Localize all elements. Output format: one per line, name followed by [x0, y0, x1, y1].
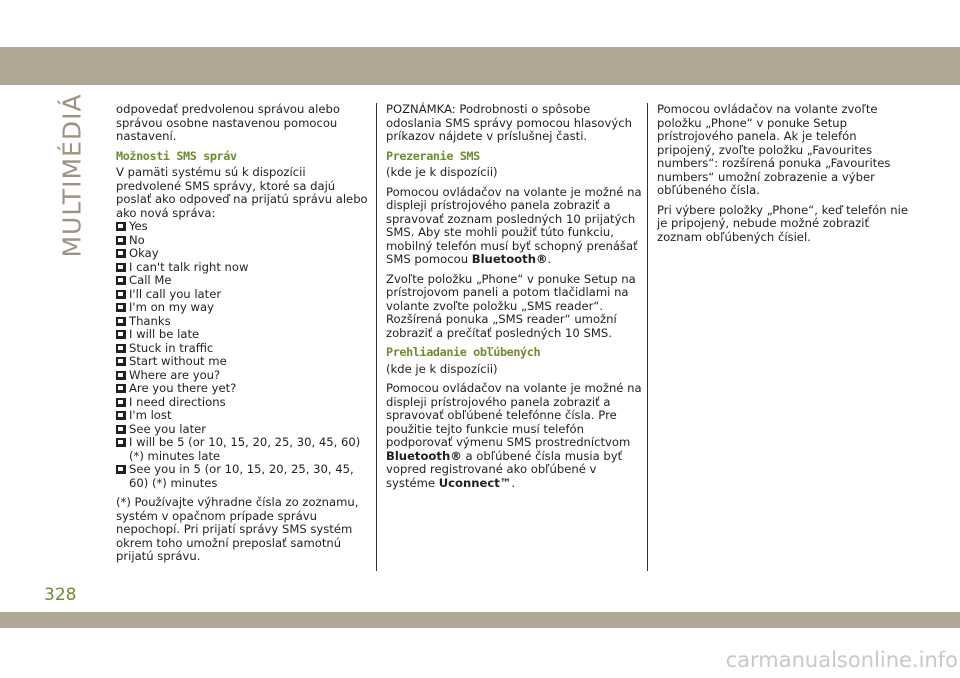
column-divider-1	[376, 103, 377, 571]
bluetooth-brand: Bluetooth®	[471, 252, 548, 266]
sms-list-item	[116, 247, 371, 261]
text: Pomocou ovládačov na volante je možné na displeji prístrojového panela zobraziť a spravovať zoznam posledných 10 prijatých SMS. Aby ste mohli použiť túto funkciu, mobilný telefón musí byť schopný prenášať SMS pomocou	[386, 184, 642, 266]
sms-list-item-text: I will be late	[129, 327, 200, 341]
bluetooth-brand: Bluetooth®	[386, 448, 462, 463]
sms-list-item-text: See you later	[129, 421, 207, 436]
heading-sms-options: Možnosti SMS správ	[116, 148, 237, 163]
paragraph: Pri výbere položky „Phone“, keď telefón nie je pripojený, nebude možné zobraziť zoznam obľúbených čísiel.	[657, 202, 909, 244]
sms-list-item	[116, 261, 371, 275]
text: Pomocou ovládačov na volante je možné na displeji prístrojového panela zobraziť a spravovať obľúbené telefónne čísla. Pre použitie tejto funkcie musí telefón podporovať výmenu SMS prostredníctvom	[386, 381, 642, 449]
sms-list-item	[116, 355, 371, 369]
sms-list-item-text: Yes	[129, 219, 148, 233]
paragraph-footnote: (*) Používajte výhradne čísla zo zoznamu, systém v opačnom prípade správu nepochopí. Pri prijatí správy SMS systém okrem toho umožní preposlať samotnú prijatú správu.	[116, 495, 359, 563]
sms-list-item-text: I'm on my way	[129, 300, 215, 314]
checkbox-icon	[116, 425, 126, 434]
section-title-text: MULTIMÉDIÁ	[57, 92, 87, 258]
column-divider-2	[647, 103, 648, 571]
sms-list-item	[116, 301, 371, 315]
checkbox-icon	[116, 384, 126, 393]
column-1	[116, 103, 371, 570]
paragraph: Pomocou ovládačov na volante zvoľte položku „Phone“ v ponuke Setup prístrojového panela. Ak je telefón pripojený, zvoľte položku „Favourites numbers“: rozšírená ponuka „Favourites numbers“ umožní zobrazenie a výber obľúbeného čísla.	[657, 102, 891, 197]
sms-message-list	[116, 220, 371, 490]
page-number: 328	[44, 585, 77, 605]
checkbox-icon	[116, 249, 126, 258]
paragraph: V pamäti systému sú k dispozícii predvolené SMS správy, ktoré sa dajú poslať ako odpoveď na prijatú správu alebo ako nová správa:	[116, 165, 368, 220]
section-title	[54, 92, 90, 258]
sms-list-item-text: I need directions	[129, 394, 226, 409]
sms-list-item	[116, 423, 371, 437]
sms-list-item-text: Stuck in traffic	[129, 340, 214, 355]
sms-list-item-text: Start without me	[129, 354, 227, 368]
sms-list-item	[116, 369, 371, 383]
paragraph: (kde je k dispozícii)	[386, 165, 498, 179]
paragraph: (kde je k dispozícii)	[386, 361, 498, 376]
sms-list-item-text: I'll call you later	[129, 286, 222, 301]
paragraph-note: POZNÁMKA: Podrobnosti o spôsobe odoslania SMS správy pomocou hlasových príkazov nájdete v príslušnej časti.	[386, 102, 632, 143]
header-band	[0, 47, 960, 85]
heading-sms-viewing: Prezeranie SMS	[386, 148, 480, 163]
column-2	[386, 103, 643, 496]
sms-list-item	[116, 288, 371, 302]
text: .	[547, 252, 552, 266]
checkbox-icon	[116, 344, 126, 353]
sms-list-item	[116, 382, 371, 396]
sms-list-item	[116, 220, 371, 234]
checkbox-icon	[116, 411, 126, 420]
text: a obľúbené čísla musia byť vopred registrované ako obľúbené v systéme	[386, 448, 623, 490]
sms-list-item-text: I will be 5 (or 10, 15, 20, 25, 30, 45, 60) (*) minutes late	[129, 435, 361, 463]
sms-list-item	[116, 234, 371, 248]
sms-list-item	[116, 342, 371, 356]
checkbox-icon	[116, 303, 126, 312]
sms-list-item-text: Call Me	[129, 273, 172, 287]
checkbox-icon	[116, 290, 126, 299]
sms-list-item	[116, 274, 371, 288]
sms-list-item	[116, 328, 371, 342]
sms-list-item	[116, 315, 371, 329]
checkbox-icon	[116, 330, 126, 339]
text: .	[511, 475, 516, 490]
sms-list-item	[116, 436, 371, 463]
paragraph	[386, 186, 643, 267]
checkbox-icon	[116, 371, 126, 380]
sms-list-item	[116, 409, 371, 423]
watermark: carmanualsonline.info	[725, 648, 958, 672]
checkbox-icon	[116, 357, 126, 366]
sms-list-item-text: Are you there yet?	[129, 381, 237, 395]
checkbox-icon	[116, 438, 126, 447]
sms-list-item	[116, 396, 371, 410]
paragraph: Zvoľte položku „Phone“ v ponuke Setup na prístrojovom paneli a potom tlačidlami na volante zvoľte položku „SMS reader“. Rozšírená ponuka „SMS reader“ umožní zobraziť a prečítať posledných 10 SMS.	[386, 271, 636, 340]
uconnect-brand: Uconnect™	[438, 475, 512, 490]
heading-favourites: Prehliadanie obľúbených	[386, 345, 541, 359]
sms-list-item-text: Thanks	[129, 313, 171, 328]
paragraph: odpovedať predvolenou správou alebo správou osobne nastavenou pomocou nastavení.	[116, 102, 340, 143]
paragraph	[386, 382, 643, 490]
sms-list-item-text: See you in 5 (or 10, 15, 20, 25, 30, 45, 60) (*) minutes	[129, 462, 354, 490]
checkbox-icon	[116, 276, 126, 285]
column-3	[657, 103, 915, 250]
checkbox-icon	[116, 398, 126, 407]
checkbox-icon	[116, 236, 126, 245]
checkbox-icon	[116, 222, 126, 231]
sms-list-item-text: Where are you?	[129, 367, 221, 382]
sms-list-item	[116, 463, 371, 490]
sms-list-item-text: Okay	[129, 246, 159, 260]
checkbox-icon	[116, 263, 126, 272]
checkbox-icon	[116, 465, 126, 474]
sms-list-item-text: I'm lost	[129, 408, 172, 422]
checkbox-icon	[116, 317, 126, 326]
sms-list-item-text: No	[129, 232, 145, 247]
footer-band	[0, 612, 960, 628]
sms-list-item-text: I can't talk right now	[129, 259, 249, 274]
